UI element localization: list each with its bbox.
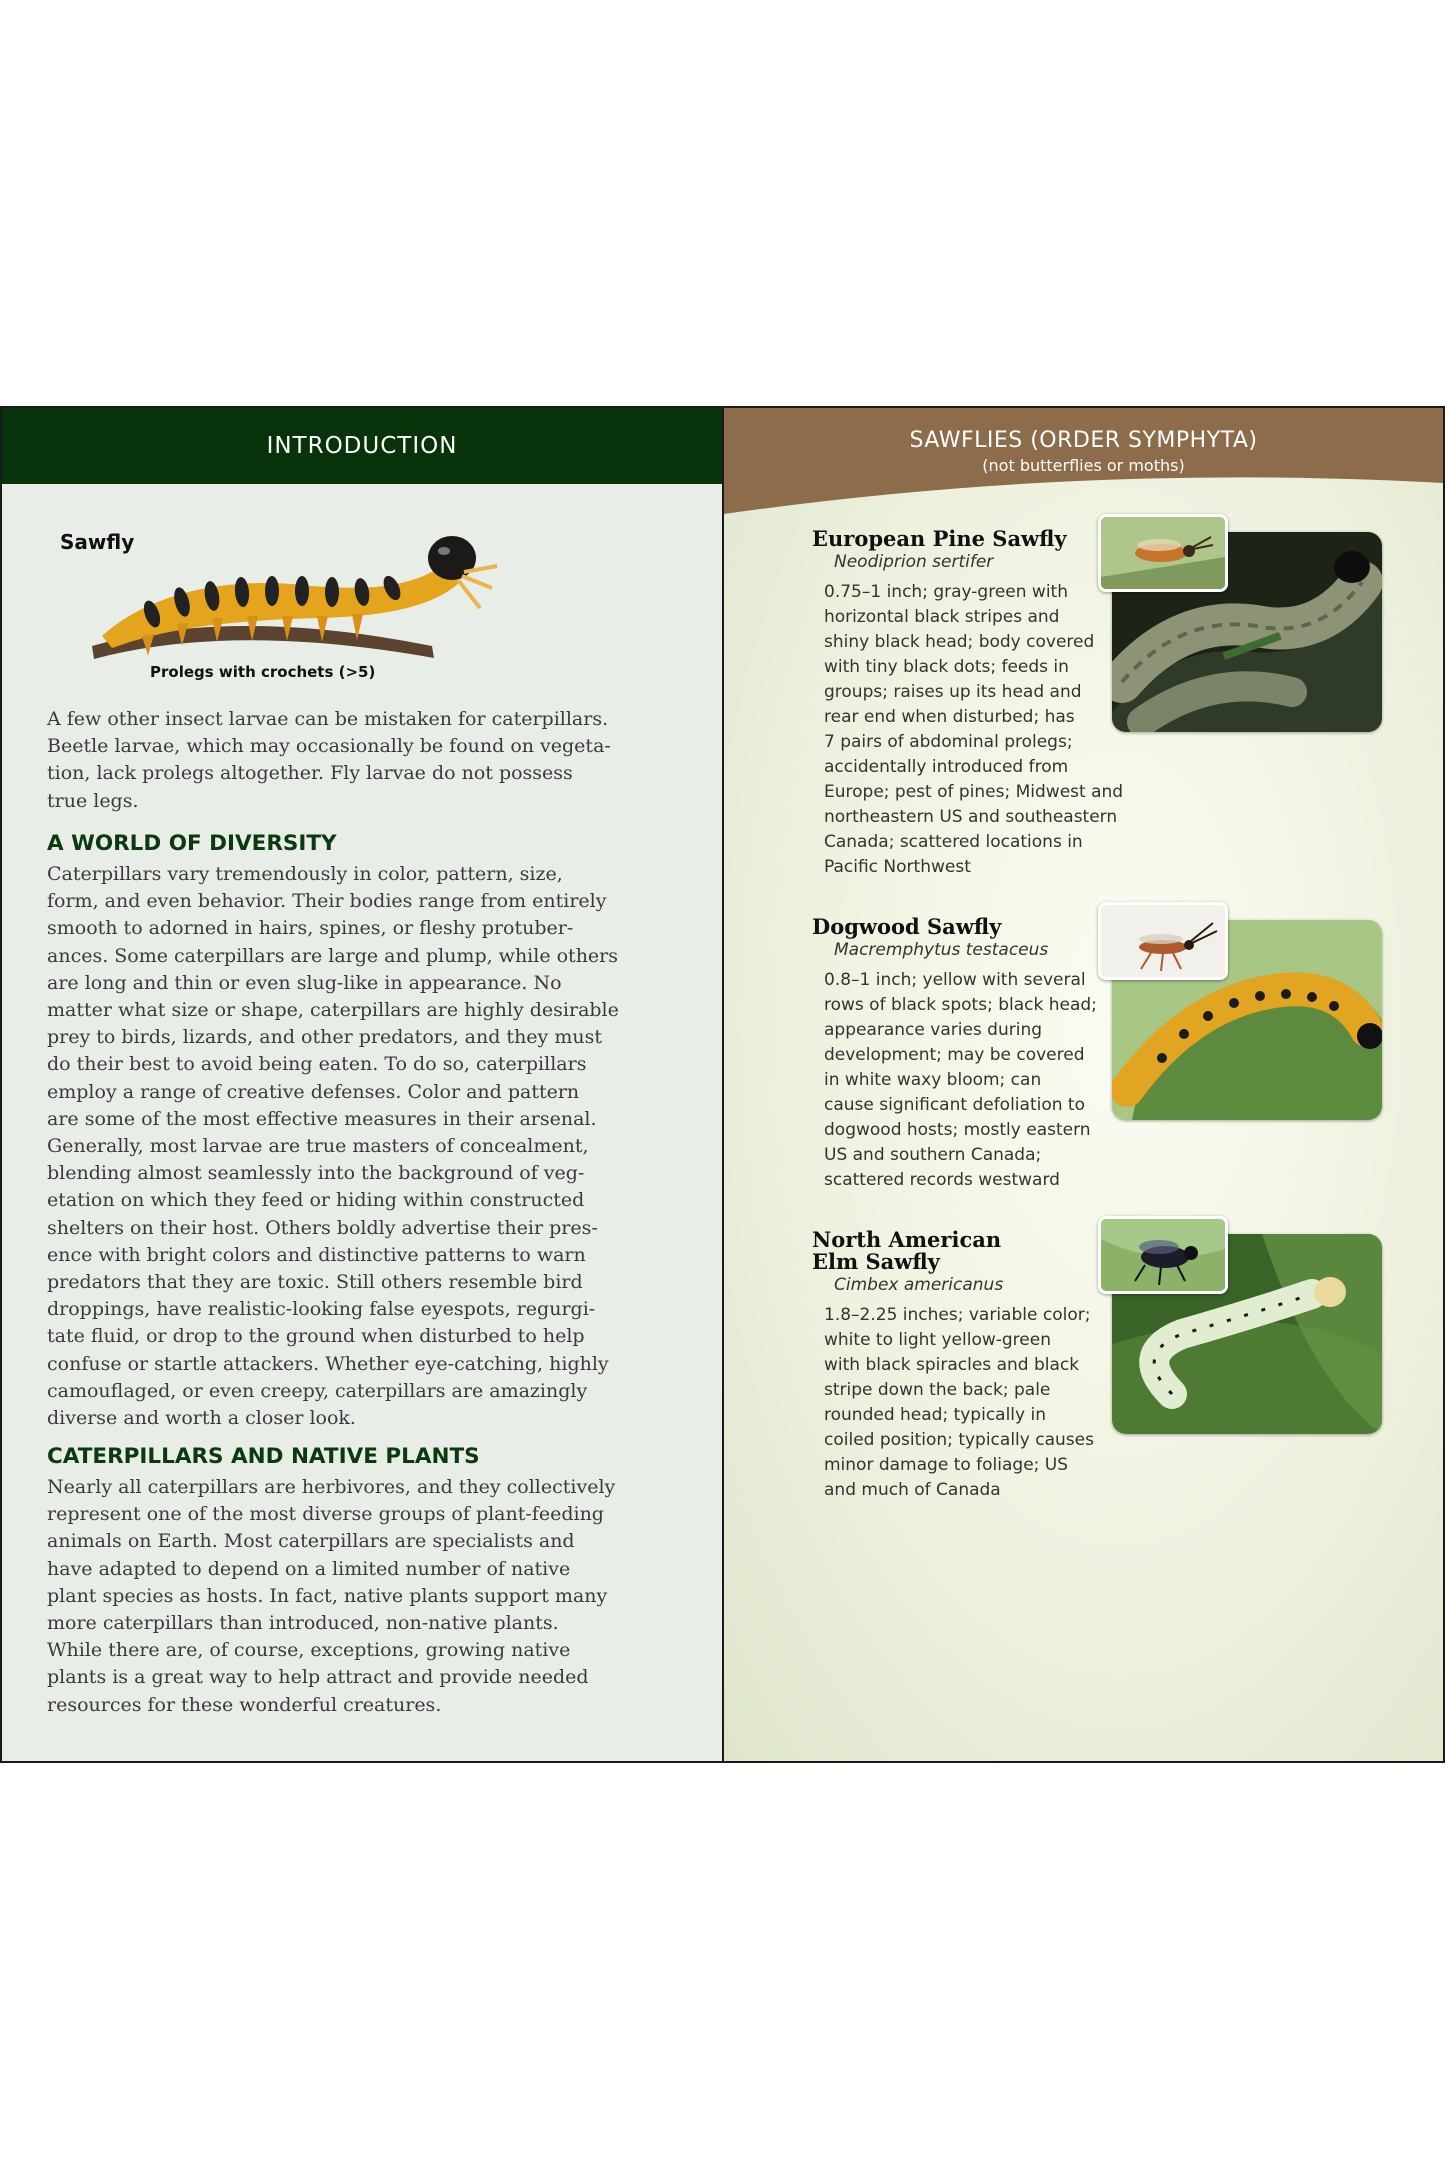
sawfly-larva-illustration (82, 496, 542, 676)
diversity-heading: A WORLD OF DIVERSITY (47, 831, 337, 856)
species-scientific-name: Neodiprion sertifer (834, 552, 994, 572)
sawflies-header (724, 408, 1443, 514)
sawflies-subtitle: (not butterflies or moths) (982, 456, 1185, 475)
species-description: 0.75–1 inch; gray-green with horizontal black stripes and shiny black head; body covered with tiny black dots; feeds in groups; raises up its head and rear end when disturbed; has 7 pairs of abdominal prolegs; accidentally introduced from Europe; pest of pines; Midwest and northeastern US and southeastern Canada; scattered locations in Pacific Northwest (824, 582, 1124, 877)
species-description: 1.8–2.25 inches; variable color; white to light yellow-green with black spiracles and black stripe down the back; pale rounded head; typically in coiled position; typically causes minor damage to foliage; US and much of Canada (824, 1305, 1094, 1500)
native-plants-heading: CATERPILLARS AND NATIVE PLANTS (47, 1444, 480, 1469)
european-pine-sawfly-adult-photo (1098, 514, 1228, 592)
species-name: North American Elm Sawfly (812, 1227, 1002, 1274)
native-plants-paragraph: Nearly all caterpillars are herbivores, and they collectively represent one of the most diverse groups of plant-feeding animals on Earth. Most caterpillars are specialists and have adapted to depend on a limited number of native plant species as hosts. In fact, native plants support many more caterpillars than introduced, non-native plants. While there are, of course, exceptions, growing native plants is a great way to help attract and provide needed resources for these wonderful creatures. (47, 1476, 616, 1716)
diversity-paragraph: Caterpillars vary tremendously in color, pattern, size, form, and even behavior. Their bodies range from entirely smooth to adorned in hairs, spines, or fleshy protuber- ances. Some caterpillars are large and plump, while others are long and thin or even slug-like in appearance. No matter what size or shape, caterpillars are highly desirable prey to birds, lizards, and other predators, and they must do their best to avoid being eaten. To do so, caterpillars employ a range of creative defenses. Color and pattern are some of the most effective measures in their arsenal. Generally, most larvae are true masters of concealment, blending almost seamlessly into the background of veg- etation on which they feed or hiding within constructed shelters on their host. Others boldly advertise their pres- ence with bright colors and distinctive patterns to warn predators that they are toxic. Still others resemble bird droppings, have realistic-looking false eyespots, regurgi- tate fluid, or drop to the ground when disturbed to help confuse or startle attackers. Whether eye-catching, highly camouflaged, or even creepy, caterpillars are amazingly diverse and worth a closer look. (47, 863, 619, 1430)
species-description: 0.8–1 inch; yellow with several rows of black spots; black head; appearance varies during development; may be covered in white waxy bloom; can cause significant defoliation to dogwood hosts; mostly eastern US and southern Canada; scattered records westward (824, 970, 1097, 1190)
species-scientific-name: Macremphytus testaceus (834, 940, 1049, 960)
left-page (0, 406, 724, 1763)
book-spread (0, 406, 1445, 1761)
elm-sawfly-adult-photo (1098, 1216, 1228, 1294)
species-scientific-name: Cimbex americanus (834, 1275, 1004, 1295)
sawfly-figure-label: Sawfly (60, 530, 135, 554)
introduction-header: INTRODUCTION (2, 408, 722, 484)
intro-paragraph: A few other insect larvae can be mistaken for caterpillars. Beetle larvae, which may occasionally be found on vegeta- tion, lack prolegs altogether. Fly larvae do not possess true legs. (47, 708, 611, 812)
prolegs-caption: Prolegs with crochets (>5) (150, 663, 376, 681)
sawflies-title: SAWFLIES (ORDER SYMPHYTA) (909, 428, 1258, 453)
right-page (722, 406, 1445, 1763)
species-name: Dogwood Sawfly (812, 914, 1002, 939)
species-name: European Pine Sawfly (812, 526, 1067, 551)
dogwood-sawfly-adult-photo (1098, 902, 1228, 980)
